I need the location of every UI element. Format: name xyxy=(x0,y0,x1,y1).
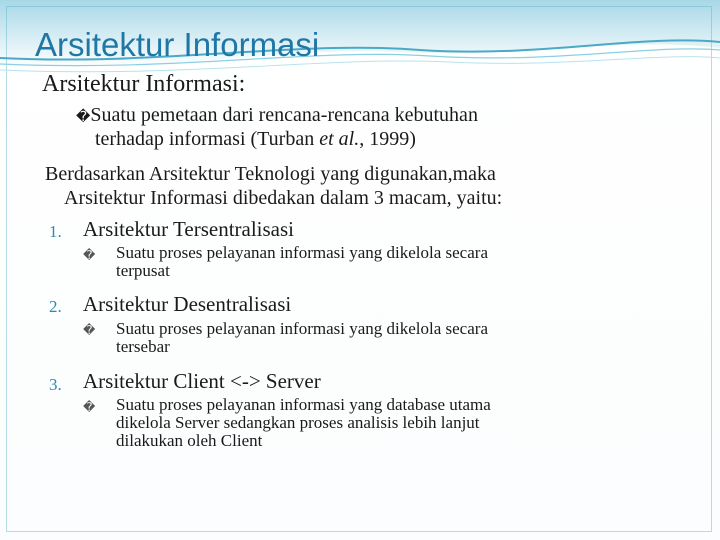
bullet-icon: � xyxy=(76,109,91,125)
intro-paragraph xyxy=(45,162,685,210)
definition-line-2-start: terhadap informasi (Turban xyxy=(95,128,320,150)
item-description-line: Suatu proses pelayanan informasi yang database utama xyxy=(116,395,491,414)
definition-line-1: Suatu pemetaan dari rencana-rencana kebutuhan xyxy=(90,104,478,126)
item-title-2: Arsitektur Desentralisasi xyxy=(83,292,292,316)
item-description-line: tersebar xyxy=(116,337,170,356)
item-title-3: Arsitektur Client <-> Server xyxy=(83,369,321,393)
item-title-1: Arsitektur Tersentralisasi xyxy=(83,217,295,241)
item-number-2: 2. xyxy=(49,297,62,316)
item-description-2 xyxy=(116,320,636,356)
section-heading: Arsitektur Informasi: xyxy=(42,71,246,97)
item-description-line: dilakukan oleh Client xyxy=(116,431,263,450)
slide-title: Arsitektur Informasi xyxy=(35,26,320,63)
definition-bullet xyxy=(76,104,636,150)
item-description-line: dikelola Server sedangkan proses analisis lebih lanjut xyxy=(116,413,480,432)
item-description-1 xyxy=(116,244,636,280)
item-description-line: terpusat xyxy=(116,261,170,280)
bullet-icon: � xyxy=(83,323,96,337)
bullet-icon: � xyxy=(83,400,96,414)
intro-line-1: Berdasarkan Arsitektur Teknologi yang digunakan,maka xyxy=(45,163,496,185)
intro-line-2: Arsitektur Informasi dibedakan dalam 3 macam, yaitu: xyxy=(64,187,503,209)
item-number-1: 1. xyxy=(49,222,62,241)
item-number-3: 3. xyxy=(49,375,62,394)
definition-citation-italic: et al. xyxy=(319,128,360,150)
definition-line-2-end: , 1999) xyxy=(359,128,416,150)
item-description-line: Suatu proses pelayanan informasi yang dikelola secara xyxy=(116,243,488,262)
item-description-line: Suatu proses pelayanan informasi yang dikelola secara xyxy=(116,319,488,338)
item-description-3 xyxy=(116,396,636,450)
bullet-icon: � xyxy=(83,248,96,262)
